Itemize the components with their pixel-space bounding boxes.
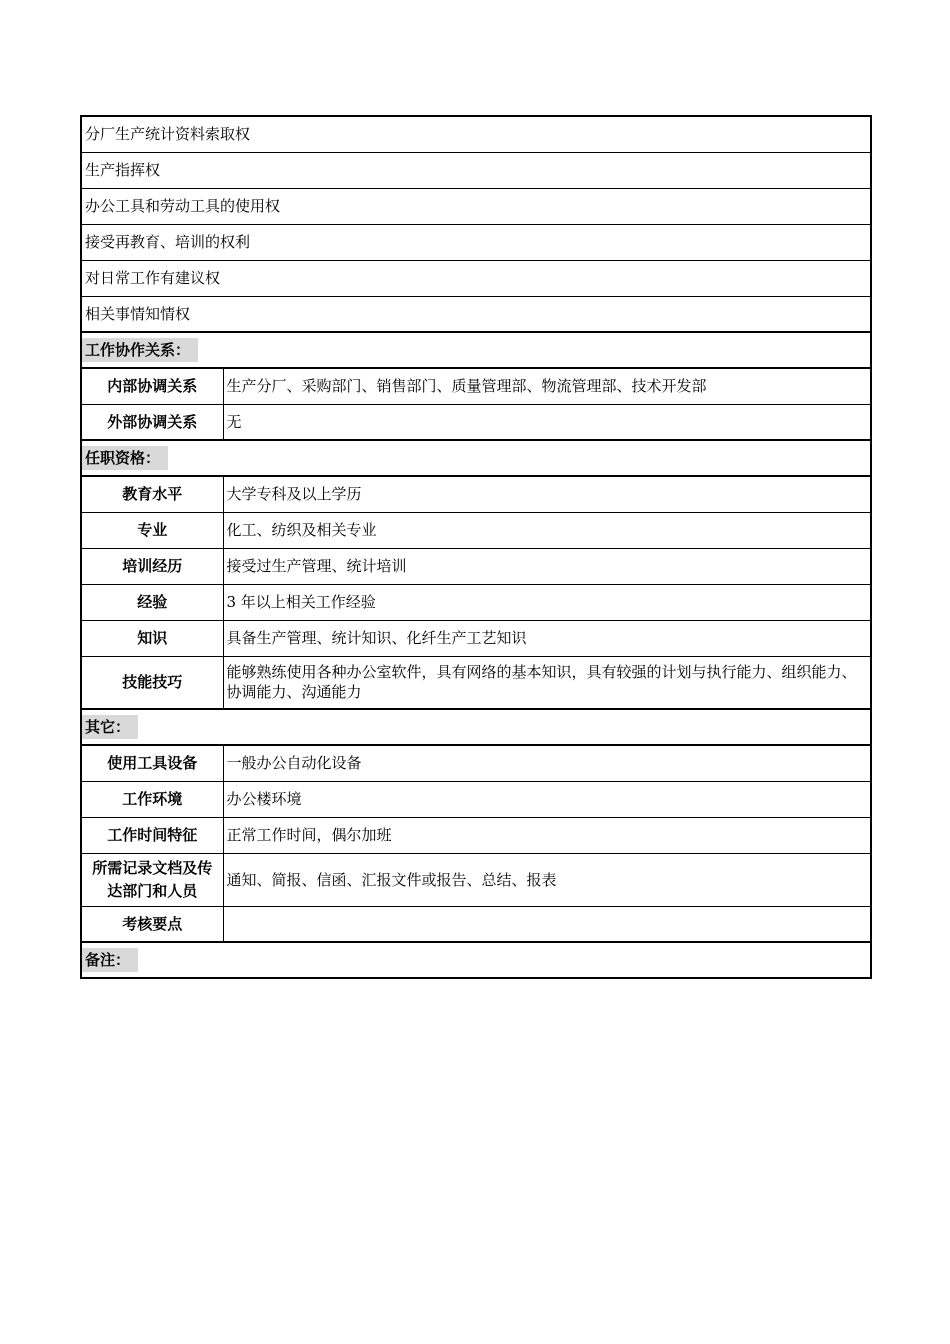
right-row xyxy=(81,188,871,224)
field-value: 具备生产管理、统计知识、化纤生产工艺知识 xyxy=(223,620,871,656)
field-label: 内部协调关系 xyxy=(81,368,223,404)
right-row xyxy=(81,116,871,152)
field-row xyxy=(81,620,871,656)
right-row xyxy=(81,296,871,332)
field-row xyxy=(81,548,871,584)
job-description-table xyxy=(80,115,872,979)
field-value xyxy=(223,906,871,942)
section-title: 工作协作关系： xyxy=(82,338,198,362)
field-label: 工作环境 xyxy=(81,781,223,817)
field-label: 外部协调关系 xyxy=(81,404,223,440)
right-text: 接受再教育、培训的权利 xyxy=(81,224,871,260)
field-label: 使用工具设备 xyxy=(81,745,223,781)
field-row xyxy=(81,476,871,512)
field-label: 所需记录文档及传达部门和人员 xyxy=(81,853,223,906)
right-text: 生产指挥权 xyxy=(81,152,871,188)
field-value: 能够熟练使用各种办公室软件，具有网络的基本知识，具有较强的计划与执行能力、组织能力、协调能力、沟通能力 xyxy=(223,656,871,709)
field-value: 办公楼环境 xyxy=(223,781,871,817)
right-text: 相关事情知情权 xyxy=(81,296,871,332)
section-header-cooperation xyxy=(81,332,871,368)
field-row xyxy=(81,404,871,440)
field-label: 考核要点 xyxy=(81,906,223,942)
field-row xyxy=(81,853,871,906)
field-row xyxy=(81,781,871,817)
section-header-other xyxy=(81,709,871,745)
right-text: 分厂生产统计资料索取权 xyxy=(81,116,871,152)
field-label: 工作时间特征 xyxy=(81,817,223,853)
field-value: 正常工作时间，偶尔加班 xyxy=(223,817,871,853)
field-label: 经验 xyxy=(81,584,223,620)
field-label: 知识 xyxy=(81,620,223,656)
field-value: 无 xyxy=(223,404,871,440)
field-value: 3 年以上相关工作经验 xyxy=(223,584,871,620)
field-value: 通知、简报、信函、汇报文件或报告、总结、报表 xyxy=(223,853,871,906)
section-title: 备注： xyxy=(82,948,138,972)
field-row xyxy=(81,584,871,620)
field-value: 一般办公自动化设备 xyxy=(223,745,871,781)
field-value: 化工、纺织及相关专业 xyxy=(223,512,871,548)
field-row xyxy=(81,368,871,404)
right-row xyxy=(81,152,871,188)
right-text: 办公工具和劳动工具的使用权 xyxy=(81,188,871,224)
right-row xyxy=(81,224,871,260)
section-title: 任职资格： xyxy=(82,446,168,470)
field-value: 接受过生产管理、统计培训 xyxy=(223,548,871,584)
section-header-qualifications xyxy=(81,440,871,476)
field-row xyxy=(81,512,871,548)
field-value: 生产分厂、采购部门、销售部门、质量管理部、物流管理部、技术开发部 xyxy=(223,368,871,404)
right-row xyxy=(81,260,871,296)
field-row xyxy=(81,906,871,942)
field-label: 培训经历 xyxy=(81,548,223,584)
field-row xyxy=(81,656,871,709)
field-value: 大学专科及以上学历 xyxy=(223,476,871,512)
right-text: 对日常工作有建议权 xyxy=(81,260,871,296)
field-label: 教育水平 xyxy=(81,476,223,512)
section-title: 其它： xyxy=(82,715,138,739)
field-label: 技能技巧 xyxy=(81,656,223,709)
field-row xyxy=(81,817,871,853)
field-label: 专业 xyxy=(81,512,223,548)
section-header-remarks xyxy=(81,942,871,978)
field-row xyxy=(81,745,871,781)
